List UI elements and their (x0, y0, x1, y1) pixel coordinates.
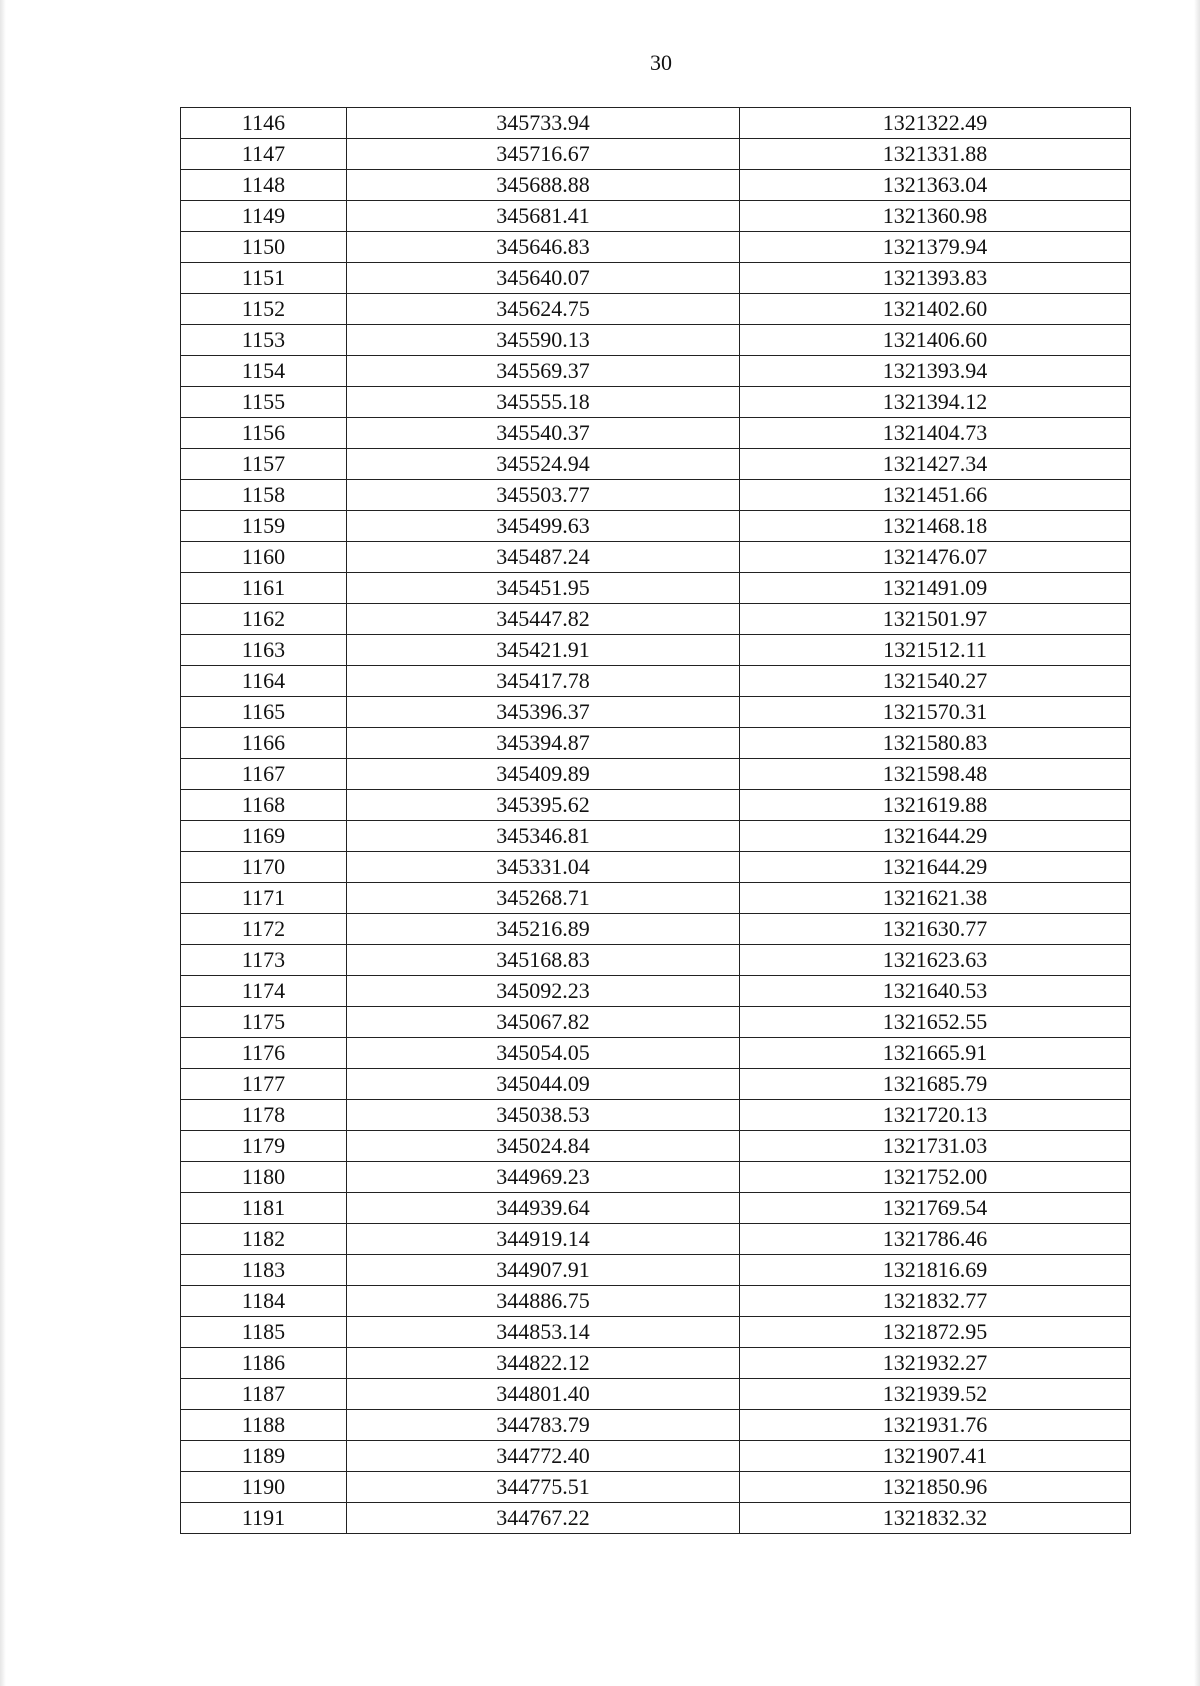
x-coordinate-cell: 345421.91 (347, 635, 740, 666)
point-number-cell: 1150 (181, 232, 347, 263)
x-coordinate-cell: 345395.62 (347, 790, 740, 821)
y-coordinate-cell: 1321720.13 (740, 1100, 1131, 1131)
x-coordinate-cell: 345540.37 (347, 418, 740, 449)
y-coordinate-cell: 1321621.38 (740, 883, 1131, 914)
scan-edge-right (1194, 0, 1200, 1686)
x-coordinate-cell: 345447.82 (347, 604, 740, 635)
point-number-cell: 1152 (181, 294, 347, 325)
y-coordinate-cell: 1321512.11 (740, 635, 1131, 666)
table-row (181, 1472, 1131, 1503)
point-number-cell: 1159 (181, 511, 347, 542)
table-row (181, 1348, 1131, 1379)
x-coordinate-cell: 345640.07 (347, 263, 740, 294)
point-number-cell: 1176 (181, 1038, 347, 1069)
y-coordinate-cell: 1321580.83 (740, 728, 1131, 759)
x-coordinate-cell: 345688.88 (347, 170, 740, 201)
point-number-cell: 1185 (181, 1317, 347, 1348)
y-coordinate-cell: 1321630.77 (740, 914, 1131, 945)
y-coordinate-cell: 1321832.32 (740, 1503, 1131, 1534)
point-number-cell: 1183 (181, 1255, 347, 1286)
y-coordinate-cell: 1321850.96 (740, 1472, 1131, 1503)
y-coordinate-cell: 1321570.31 (740, 697, 1131, 728)
y-coordinate-cell: 1321665.91 (740, 1038, 1131, 1069)
point-number-cell: 1174 (181, 976, 347, 1007)
table-row (181, 418, 1131, 449)
x-coordinate-cell: 345624.75 (347, 294, 740, 325)
table-row (181, 1255, 1131, 1286)
point-number-cell: 1190 (181, 1472, 347, 1503)
y-coordinate-cell: 1321731.03 (740, 1131, 1131, 1162)
y-coordinate-cell: 1321652.55 (740, 1007, 1131, 1038)
x-coordinate-cell: 345268.71 (347, 883, 740, 914)
y-coordinate-cell: 1321644.29 (740, 821, 1131, 852)
table-row (181, 1379, 1131, 1410)
x-coordinate-cell: 345524.94 (347, 449, 740, 480)
point-number-cell: 1164 (181, 666, 347, 697)
y-coordinate-cell: 1321939.52 (740, 1379, 1131, 1410)
y-coordinate-cell: 1321752.00 (740, 1162, 1131, 1193)
y-coordinate-cell: 1321360.98 (740, 201, 1131, 232)
x-coordinate-cell: 344939.64 (347, 1193, 740, 1224)
point-number-cell: 1186 (181, 1348, 347, 1379)
y-coordinate-cell: 1321932.27 (740, 1348, 1131, 1379)
point-number-cell: 1153 (181, 325, 347, 356)
y-coordinate-cell: 1321331.88 (740, 139, 1131, 170)
x-coordinate-cell: 344886.75 (347, 1286, 740, 1317)
table-row (181, 759, 1131, 790)
table-row (181, 573, 1131, 604)
table-row (181, 1410, 1131, 1441)
x-coordinate-cell: 345044.09 (347, 1069, 740, 1100)
y-coordinate-cell: 1321619.88 (740, 790, 1131, 821)
y-coordinate-cell: 1321907.41 (740, 1441, 1131, 1472)
table-row (181, 635, 1131, 666)
y-coordinate-cell: 1321393.94 (740, 356, 1131, 387)
y-coordinate-cell: 1321363.04 (740, 170, 1131, 201)
table-row (181, 945, 1131, 976)
y-coordinate-cell: 1321540.27 (740, 666, 1131, 697)
point-number-cell: 1188 (181, 1410, 347, 1441)
x-coordinate-cell: 345733.94 (347, 108, 740, 139)
x-coordinate-cell: 344919.14 (347, 1224, 740, 1255)
point-number-cell: 1147 (181, 139, 347, 170)
x-coordinate-cell: 345394.87 (347, 728, 740, 759)
x-coordinate-cell: 344772.40 (347, 1441, 740, 1472)
x-coordinate-cell: 345409.89 (347, 759, 740, 790)
x-coordinate-cell: 345216.89 (347, 914, 740, 945)
table-row (181, 728, 1131, 759)
y-coordinate-cell: 1321644.29 (740, 852, 1131, 883)
x-coordinate-cell: 345569.37 (347, 356, 740, 387)
point-number-cell: 1167 (181, 759, 347, 790)
x-coordinate-cell: 344775.51 (347, 1472, 740, 1503)
table-row (181, 1007, 1131, 1038)
y-coordinate-cell: 1321322.49 (740, 108, 1131, 139)
point-number-cell: 1156 (181, 418, 347, 449)
point-number-cell: 1155 (181, 387, 347, 418)
table-row (181, 449, 1131, 480)
point-number-cell: 1168 (181, 790, 347, 821)
x-coordinate-cell: 345346.81 (347, 821, 740, 852)
point-number-cell: 1189 (181, 1441, 347, 1472)
point-number-cell: 1161 (181, 573, 347, 604)
point-number-cell: 1154 (181, 356, 347, 387)
table-row (181, 1038, 1131, 1069)
y-coordinate-cell: 1321427.34 (740, 449, 1131, 480)
point-number-cell: 1184 (181, 1286, 347, 1317)
x-coordinate-cell: 344969.23 (347, 1162, 740, 1193)
table-row (181, 1317, 1131, 1348)
y-coordinate-cell: 1321491.09 (740, 573, 1131, 604)
y-coordinate-cell: 1321769.54 (740, 1193, 1131, 1224)
table-row (181, 1441, 1131, 1472)
table-row (181, 480, 1131, 511)
x-coordinate-cell: 344767.22 (347, 1503, 740, 1534)
x-coordinate-cell: 345092.23 (347, 976, 740, 1007)
table-row (181, 790, 1131, 821)
x-coordinate-cell: 345451.95 (347, 573, 740, 604)
table-row (181, 976, 1131, 1007)
y-coordinate-cell: 1321598.48 (740, 759, 1131, 790)
point-number-cell: 1163 (181, 635, 347, 666)
table-row (181, 1069, 1131, 1100)
x-coordinate-cell: 345716.67 (347, 139, 740, 170)
y-coordinate-cell: 1321404.73 (740, 418, 1131, 449)
point-number-cell: 1177 (181, 1069, 347, 1100)
point-number-cell: 1151 (181, 263, 347, 294)
y-coordinate-cell: 1321394.12 (740, 387, 1131, 418)
y-coordinate-cell: 1321786.46 (740, 1224, 1131, 1255)
x-coordinate-cell: 345503.77 (347, 480, 740, 511)
x-coordinate-cell: 345646.83 (347, 232, 740, 263)
y-coordinate-cell: 1321393.83 (740, 263, 1131, 294)
x-coordinate-cell: 345331.04 (347, 852, 740, 883)
table-row (181, 387, 1131, 418)
point-number-cell: 1173 (181, 945, 347, 976)
y-coordinate-cell: 1321468.18 (740, 511, 1131, 542)
x-coordinate-cell: 345054.05 (347, 1038, 740, 1069)
x-coordinate-cell: 344822.12 (347, 1348, 740, 1379)
point-number-cell: 1146 (181, 108, 347, 139)
table-row (181, 604, 1131, 635)
x-coordinate-cell: 345024.84 (347, 1131, 740, 1162)
table-row (181, 356, 1131, 387)
point-number-cell: 1172 (181, 914, 347, 945)
y-coordinate-cell: 1321476.07 (740, 542, 1131, 573)
y-coordinate-cell: 1321379.94 (740, 232, 1131, 263)
table-row (181, 1193, 1131, 1224)
table-row (181, 821, 1131, 852)
table-row (181, 1224, 1131, 1255)
point-number-cell: 1182 (181, 1224, 347, 1255)
x-coordinate-cell: 344801.40 (347, 1379, 740, 1410)
point-number-cell: 1149 (181, 201, 347, 232)
y-coordinate-cell: 1321501.97 (740, 604, 1131, 635)
y-coordinate-cell: 1321931.76 (740, 1410, 1131, 1441)
y-coordinate-cell: 1321685.79 (740, 1069, 1131, 1100)
point-number-cell: 1170 (181, 852, 347, 883)
scan-edge-left (0, 0, 6, 1686)
table-row (181, 325, 1131, 356)
table-row (181, 883, 1131, 914)
table-row (181, 1131, 1131, 1162)
table-row (181, 666, 1131, 697)
table-row (181, 1162, 1131, 1193)
x-coordinate-cell: 345038.53 (347, 1100, 740, 1131)
point-number-cell: 1175 (181, 1007, 347, 1038)
y-coordinate-cell: 1321623.63 (740, 945, 1131, 976)
point-number-cell: 1169 (181, 821, 347, 852)
point-number-cell: 1166 (181, 728, 347, 759)
table-row (181, 511, 1131, 542)
y-coordinate-cell: 1321640.53 (740, 976, 1131, 1007)
x-coordinate-cell: 345555.18 (347, 387, 740, 418)
table-row (181, 914, 1131, 945)
point-number-cell: 1171 (181, 883, 347, 914)
y-coordinate-cell: 1321872.95 (740, 1317, 1131, 1348)
point-number-cell: 1187 (181, 1379, 347, 1410)
point-number-cell: 1148 (181, 170, 347, 201)
table-row (181, 201, 1131, 232)
x-coordinate-cell: 345067.82 (347, 1007, 740, 1038)
point-number-cell: 1158 (181, 480, 347, 511)
table-row (181, 139, 1131, 170)
x-coordinate-cell: 345590.13 (347, 325, 740, 356)
point-number-cell: 1178 (181, 1100, 347, 1131)
x-coordinate-cell: 345487.24 (347, 542, 740, 573)
x-coordinate-cell: 344853.14 (347, 1317, 740, 1348)
y-coordinate-cell: 1321451.66 (740, 480, 1131, 511)
table-row (181, 542, 1131, 573)
coordinate-table-body (181, 108, 1131, 1534)
table-row (181, 1100, 1131, 1131)
point-number-cell: 1180 (181, 1162, 347, 1193)
table-row (181, 108, 1131, 139)
table-row (181, 263, 1131, 294)
table-row (181, 1503, 1131, 1534)
point-number-cell: 1191 (181, 1503, 347, 1534)
point-number-cell: 1165 (181, 697, 347, 728)
y-coordinate-cell: 1321832.77 (740, 1286, 1131, 1317)
x-coordinate-cell: 345396.37 (347, 697, 740, 728)
x-coordinate-cell: 345681.41 (347, 201, 740, 232)
y-coordinate-cell: 1321402.60 (740, 294, 1131, 325)
coordinate-table (180, 107, 1131, 1534)
y-coordinate-cell: 1321816.69 (740, 1255, 1131, 1286)
point-number-cell: 1181 (181, 1193, 347, 1224)
table-row (181, 170, 1131, 201)
table-row (181, 852, 1131, 883)
table-row (181, 697, 1131, 728)
x-coordinate-cell: 345417.78 (347, 666, 740, 697)
y-coordinate-cell: 1321406.60 (740, 325, 1131, 356)
table-row (181, 294, 1131, 325)
table-row (181, 232, 1131, 263)
x-coordinate-cell: 344907.91 (347, 1255, 740, 1286)
table-row (181, 1286, 1131, 1317)
point-number-cell: 1162 (181, 604, 347, 635)
x-coordinate-cell: 344783.79 (347, 1410, 740, 1441)
point-number-cell: 1160 (181, 542, 347, 573)
point-number-cell: 1157 (181, 449, 347, 480)
point-number-cell: 1179 (181, 1131, 347, 1162)
page-number: 30 (650, 50, 672, 75)
x-coordinate-cell: 345499.63 (347, 511, 740, 542)
x-coordinate-cell: 345168.83 (347, 945, 740, 976)
